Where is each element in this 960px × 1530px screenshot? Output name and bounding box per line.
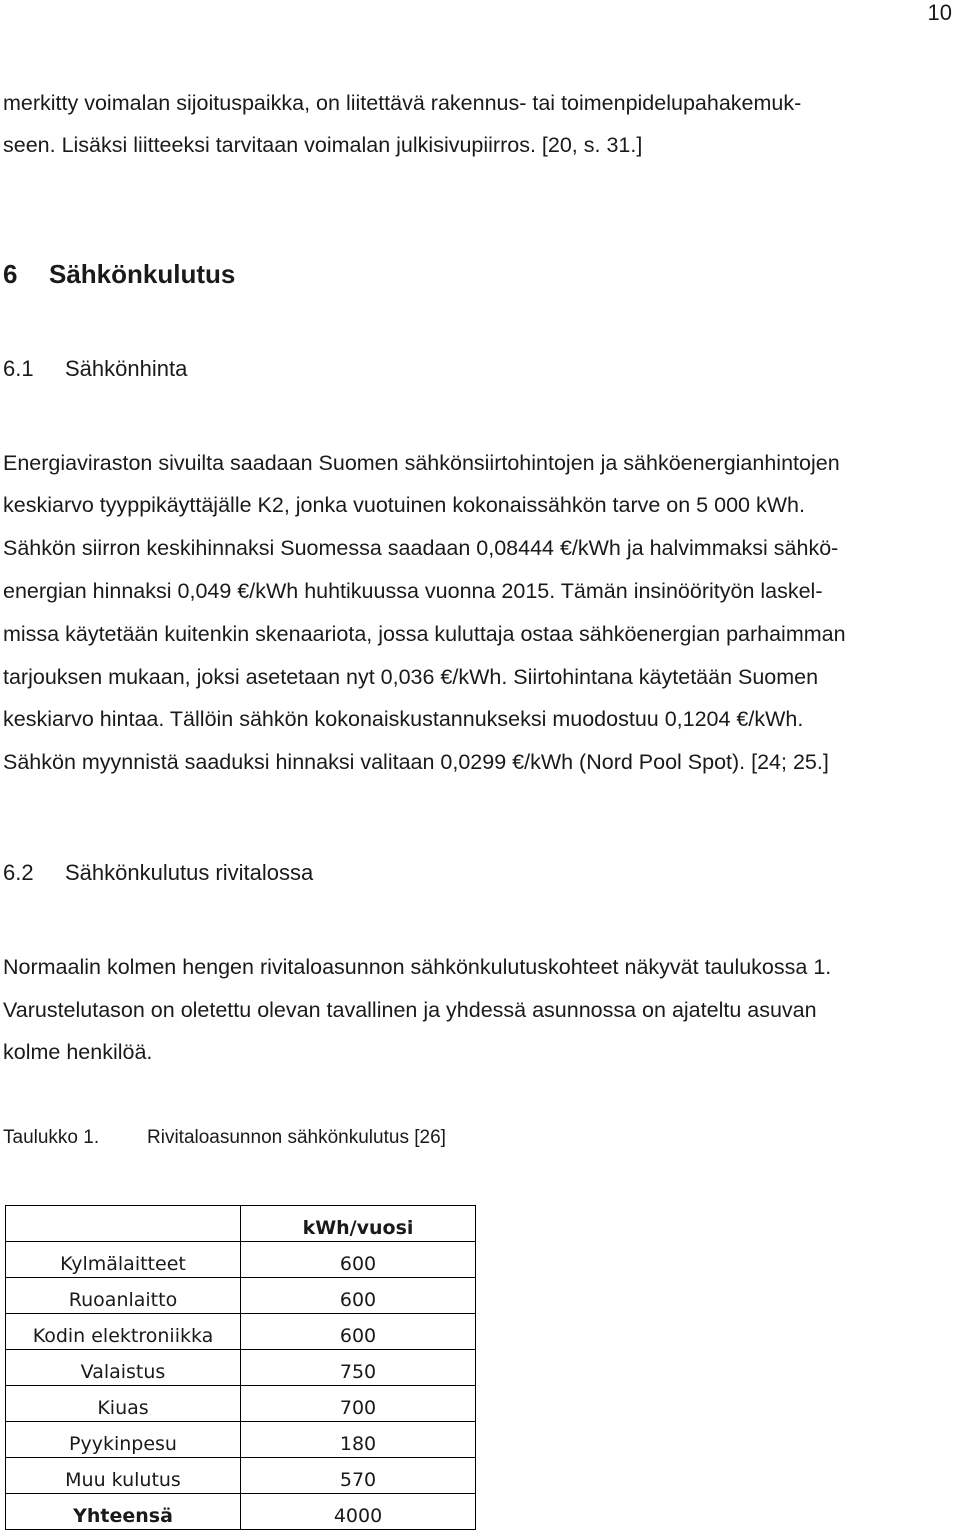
paragraph-line: kolme henkilöä.	[3, 1040, 153, 1064]
table-row	[6, 1278, 476, 1314]
section-heading-6-2	[3, 860, 313, 886]
intro-line-1: merkitty voimalan sijoituspaikka, on liitettävä rakennus- tai toimenpidelupahakemuk-	[3, 91, 802, 115]
paragraph-line: Varustelutason on oletettu olevan tavallinen ja yhdessä asunnossa on ajateltu asuvan	[3, 998, 817, 1022]
table-total-label: Yhteensä	[6, 1494, 241, 1530]
table-caption	[3, 1127, 446, 1149]
table-cell: 700	[241, 1386, 476, 1422]
paragraph-line: tarjouksen mukaan, joksi asetetaan nyt 0,036 €/kWh. Siirtohintana käytetään Suomen	[3, 665, 819, 689]
section-heading-6-1	[3, 356, 187, 382]
table-cell: 570	[241, 1458, 476, 1494]
table-row	[6, 1386, 476, 1422]
table-row	[6, 1422, 476, 1458]
table-cell: Valaistus	[6, 1350, 241, 1386]
table-row	[6, 1458, 476, 1494]
table-total-row	[6, 1494, 476, 1530]
page-number: 10	[927, 0, 952, 25]
section-title: Sähkönkulutus	[49, 259, 236, 289]
table-row	[6, 1242, 476, 1278]
paragraph-line: energian hinnaksi 0,049 €/kWh huhtikuussa vuonna 2015. Tämän insinöörityön laskel-	[3, 579, 823, 603]
table-header-cell: kWh/vuosi	[241, 1206, 476, 1242]
section-title: Sähkönhinta	[65, 356, 188, 381]
paragraph-line: keskiarvo tyyppikäyttäjälle K2, jonka vuotuinen kokonaissähkön tarve on 5 000 kWh.	[3, 493, 805, 517]
table-caption-text: Rivitaloasunnon sähkönkulutus [26]	[147, 1127, 446, 1148]
section-number: 6	[3, 259, 18, 289]
table-cell: Ruoanlaitto	[6, 1278, 241, 1314]
table-cell: Pyykinpesu	[6, 1422, 241, 1458]
table-row	[6, 1350, 476, 1386]
table-cell: 750	[241, 1350, 476, 1386]
table-row	[6, 1314, 476, 1350]
table-caption-label: Taulukko 1.	[3, 1127, 100, 1148]
paragraph-line: missa käytetään kuitenkin skenaariota, jossa kuluttaja ostaa sähköenergian parhaimman	[3, 622, 846, 646]
table-total-value: 4000	[241, 1494, 476, 1530]
table-header-row	[6, 1206, 476, 1242]
paragraph-line: Sähkön siirron keskihinnaksi Suomessa saadaan 0,08444 €/kWh ja halvimmaksi sähkö-	[3, 536, 839, 560]
table-cell: Kiuas	[6, 1386, 241, 1422]
paragraph-line: keskiarvo hintaa. Tällöin sähkön kokonaiskustannukseksi muodostuu 0,1204 €/kWh.	[3, 707, 804, 731]
table-cell: Muu kulutus	[6, 1458, 241, 1494]
intro-line-2: seen. Lisäksi liitteeksi tarvitaan voimalan julkisivupiirros. [20, s. 31.]	[3, 133, 643, 157]
table-cell: Kodin elektroniikka	[6, 1314, 241, 1350]
table-cell: Kylmälaitteet	[6, 1242, 241, 1278]
section-heading-6	[3, 259, 235, 290]
consumption-table	[5, 1205, 476, 1530]
section-title: Sähkönkulutus rivitalossa	[65, 860, 314, 885]
section-number: 6.2	[3, 860, 34, 885]
table-cell: 600	[241, 1242, 476, 1278]
paragraph-line: Energiaviraston sivuilta saadaan Suomen sähkönsiirtohintojen ja sähköenergianhintojen	[3, 451, 840, 475]
section-number: 6.1	[3, 356, 34, 381]
paragraph-line: Normaalin kolmen hengen rivitaloasunnon sähkönkulutuskohteet näkyvät taulukossa 1.	[3, 955, 832, 979]
table-cell: 600	[241, 1314, 476, 1350]
paragraph-line: Sähkön myynnistä saaduksi hinnaksi valitaan 0,0299 €/kWh (Nord Pool Spot). [24; 25.]	[3, 750, 829, 774]
table-cell: 180	[241, 1422, 476, 1458]
table-header-cell	[6, 1206, 241, 1242]
table-cell: 600	[241, 1278, 476, 1314]
